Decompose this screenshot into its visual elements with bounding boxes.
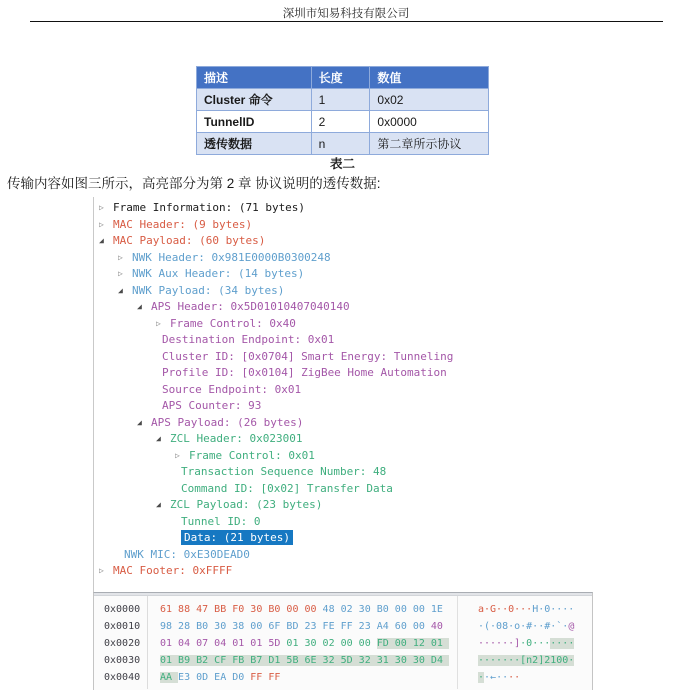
- table-cell: n: [311, 133, 370, 155]
- tree-node-label: Frame Control: 0x40: [170, 316, 296, 330]
- tree-node-label: ZCL Header: 0x023001: [170, 432, 303, 445]
- hex-ascii-group: ·: [478, 672, 485, 683]
- hex-ascii-row[interactable]: [478, 669, 592, 686]
- hex-ascii-group: ·←··: [484, 672, 509, 683]
- hex-ascii-column: [458, 596, 592, 689]
- tree-node[interactable]: [94, 547, 593, 564]
- expander-collapsed-icon[interactable]: ▷: [99, 203, 104, 212]
- tree-node-label: APS Payload: (26 bytes): [151, 415, 304, 429]
- tree-node[interactable]: [94, 266, 593, 283]
- tree-node-label: MAC Payload: (60 bytes): [113, 234, 266, 247]
- table-row: [197, 89, 489, 111]
- hex-ascii-row[interactable]: [478, 652, 592, 669]
- hex-dump-panel: [93, 592, 593, 690]
- tree-node[interactable]: [94, 233, 593, 250]
- tree-node-label: Cluster ID: [0x0704] Smart Energy: Tunneling: [162, 349, 454, 363]
- tree-node-label: NWK Aux Header: (14 bytes): [132, 267, 305, 280]
- tree-node-label: Frame Information: (71 bytes): [113, 201, 306, 214]
- hex-byte-group: E3 0D EA D0: [178, 672, 245, 683]
- expander-collapsed-icon[interactable]: ▷: [118, 269, 123, 278]
- expander-expanded-icon[interactable]: ◢: [137, 417, 142, 427]
- hex-ascii-group: ·······[n2]2100·: [478, 655, 575, 666]
- hex-bytes-row[interactable]: [160, 635, 457, 652]
- expander-collapsed-icon[interactable]: ▷: [156, 318, 161, 328]
- table-row: [197, 111, 489, 133]
- tree-node-label: NWK MIC: 0xE30DEAD0: [124, 547, 250, 561]
- hex-ascii-group: ·(·08·o·#··#·`·: [478, 621, 569, 632]
- expander-collapsed-icon[interactable]: ▷: [118, 252, 123, 262]
- tree-node-label: MAC Header: (9 bytes): [113, 217, 253, 231]
- expander-expanded-icon[interactable]: ◢: [156, 500, 161, 509]
- table-cell: 2: [311, 111, 370, 133]
- document-header-title: 深圳市知易科技有限公司: [282, 8, 410, 20]
- table-cell: Cluster 命令: [197, 89, 312, 111]
- tree-node[interactable]: [94, 283, 593, 300]
- expander-collapsed-icon[interactable]: ▷: [175, 450, 180, 460]
- hex-bytes-row[interactable]: [160, 669, 457, 686]
- tree-node-label: Transaction Sequence Number: 48: [181, 465, 387, 478]
- tree-node-label: Command ID: [0x02] Transfer Data: [181, 481, 393, 495]
- tree-node[interactable]: [94, 431, 593, 448]
- hex-byte-group: 61 88 47 BB F0 30 B0 00 00: [160, 604, 317, 615]
- hex-byte-group: 01 30 02 00 00: [286, 638, 371, 649]
- hex-byte-group: FD 00 12 01: [377, 638, 449, 649]
- tree-node-label: Profile ID: [0x0104] ZigBee Home Automation: [162, 366, 447, 379]
- hex-bytes-row[interactable]: [160, 601, 457, 618]
- hex-byte-group: FF FF: [250, 672, 281, 683]
- hex-ascii-row[interactable]: [478, 635, 592, 652]
- table-header-row: [197, 67, 489, 89]
- hex-bytes-row[interactable]: [160, 652, 457, 669]
- tree-node[interactable]: [94, 299, 593, 316]
- tree-node[interactable]: [94, 316, 593, 333]
- expander-expanded-icon[interactable]: ◢: [99, 236, 104, 245]
- tree-node[interactable]: [94, 382, 593, 399]
- tree-node-label: MAC Footer: 0xFFFF: [113, 564, 233, 577]
- hex-ascii-row[interactable]: [478, 601, 592, 618]
- tree-node[interactable]: [94, 563, 593, 580]
- hex-ascii-group: H·0····: [532, 604, 575, 615]
- tree-node[interactable]: [94, 398, 593, 415]
- tree-node[interactable]: [94, 497, 593, 514]
- hex-address: 0x0000: [104, 604, 141, 615]
- hex-byte-group: 98 28 B0 30 38 00 6F BD 23 FE FF 23 A4 60 00: [160, 621, 425, 632]
- tree-node[interactable]: [94, 481, 593, 498]
- tree-node-label: Destination Endpoint: 0x01: [162, 333, 335, 346]
- hex-address: 0x0030: [104, 655, 141, 666]
- expander-expanded-icon[interactable]: ◢: [118, 285, 123, 295]
- table-caption: 表二: [329, 157, 355, 171]
- hex-ascii-row[interactable]: [478, 618, 592, 635]
- table-cell: 第二章所示协议: [370, 133, 489, 155]
- table-cell: 1: [311, 89, 370, 111]
- hex-address: 0x0010: [104, 621, 141, 632]
- hex-byte-group: AA: [160, 672, 178, 683]
- hex-address: 0x0020: [104, 638, 141, 649]
- protocol-spec-table: [196, 66, 489, 155]
- table-cell: TunnelID: [197, 111, 312, 133]
- tree-node[interactable]: [94, 448, 593, 465]
- protocol-tree: [93, 197, 593, 592]
- table-row: [197, 133, 489, 155]
- tree-node-label: Frame Control: 0x01: [189, 448, 315, 462]
- tree-node[interactable]: [94, 217, 593, 234]
- tree-node[interactable]: [94, 349, 593, 366]
- hex-byte-group: 01 04 07 04 01 01 5D: [160, 638, 281, 649]
- tree-node[interactable]: [94, 365, 593, 382]
- tree-node-label: Source Endpoint: 0x01: [162, 382, 302, 396]
- hex-byte-group: 01 B9 B2 CF FB B7 D1 5B 6E 32 5D 32 31 30 30 D4: [160, 655, 449, 666]
- body-paragraph: 传输内容如图三所示，高亮部分为第 2 章 协议说明的透传数据:: [7, 176, 381, 191]
- hex-ascii-group: ····: [550, 638, 575, 649]
- hex-ascii-group: ······]: [478, 638, 521, 649]
- hex-bytes-column: [148, 596, 458, 689]
- hex-byte-group: 40: [430, 621, 443, 632]
- hex-byte-group: 48 02 30 B0 00 00 1E: [322, 604, 443, 615]
- tree-node[interactable]: [94, 332, 593, 349]
- tree-node[interactable]: [94, 464, 593, 481]
- hex-ascii-group: ·0···: [520, 638, 551, 649]
- tree-node-label: NWK Header: 0x981E0000B0300248: [132, 250, 331, 264]
- expander-collapsed-icon[interactable]: ▷: [99, 566, 104, 575]
- column-header: 数值: [370, 67, 489, 89]
- hex-bytes-row[interactable]: [160, 618, 457, 635]
- table-cell: 0x02: [370, 89, 489, 111]
- hex-ascii-group: ··: [508, 672, 521, 683]
- tree-node[interactable]: [94, 514, 593, 531]
- hex-ascii-group: a·G··0···: [478, 604, 533, 615]
- expander-expanded-icon[interactable]: ◢: [137, 302, 142, 311]
- column-header: 描述: [197, 67, 312, 89]
- tree-node-label: APS Header: 0x5D01010407040140: [151, 300, 350, 313]
- tree-node-selected[interactable]: [94, 530, 593, 547]
- hex-address-column: [94, 596, 148, 689]
- column-header: 长度: [311, 67, 370, 89]
- tree-node[interactable]: [94, 250, 593, 267]
- tree-node-label: ZCL Payload: (23 bytes): [170, 498, 323, 511]
- tree-node-label: NWK Payload: (34 bytes): [132, 283, 285, 297]
- tree-node-label: Data: (21 bytes): [181, 530, 293, 545]
- hex-ascii-group: @: [568, 621, 575, 632]
- expander-collapsed-icon[interactable]: ▷: [99, 219, 104, 229]
- header-divider: [30, 21, 663, 22]
- table-cell: 0x0000: [370, 111, 489, 133]
- table-cell: 透传数据: [197, 133, 312, 155]
- hex-address: 0x0040: [104, 672, 141, 683]
- tree-node-label: Tunnel ID: 0: [181, 514, 261, 528]
- tree-node-label: APS Counter: 93: [162, 399, 262, 412]
- expander-expanded-icon[interactable]: ◢: [156, 434, 161, 443]
- tree-node[interactable]: [94, 200, 593, 217]
- tree-node[interactable]: [94, 415, 593, 432]
